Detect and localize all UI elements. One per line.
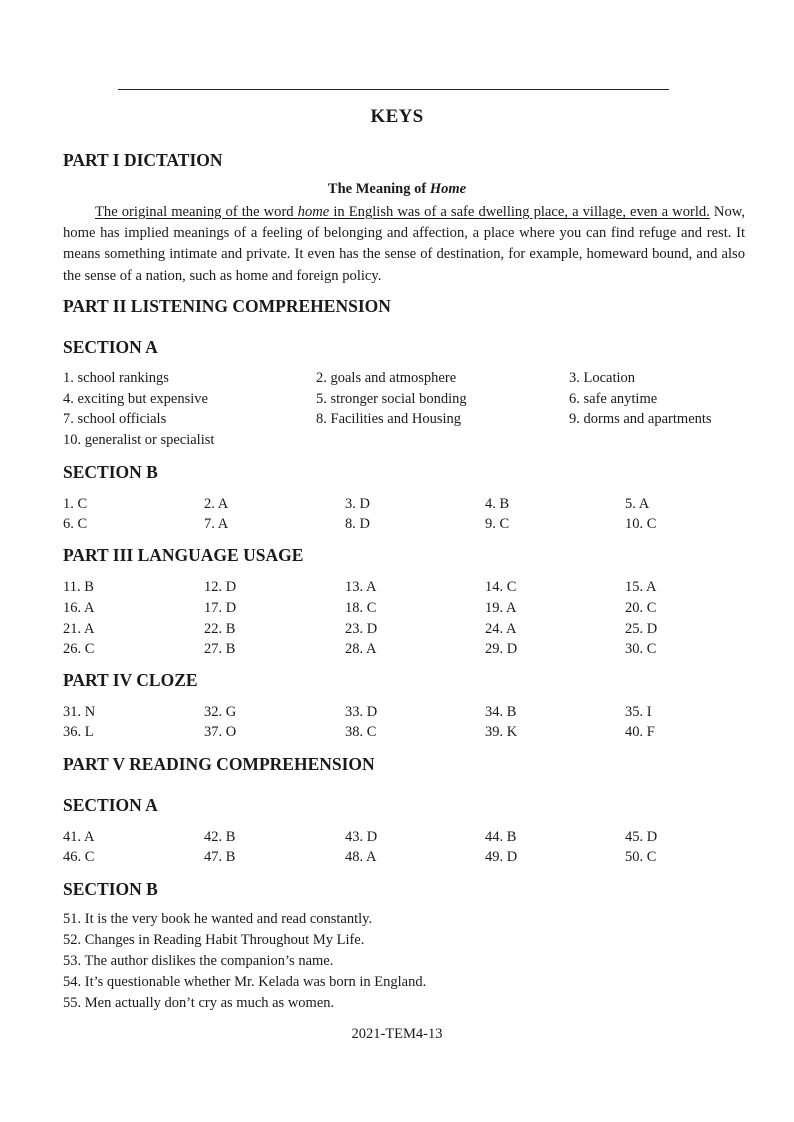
answer-cell: 15. A [625,579,657,595]
answer-cell: 10. generalist or specialist [63,432,215,448]
short-answer-line: 55. Men actually don’t cry as much as women. [63,995,335,1011]
answer-cell: 9. dorms and apartments [569,411,712,427]
dictation-passage [63,202,745,287]
answer-cell: 5. stronger social bonding [316,391,467,407]
answer-row [0,370,794,391]
answer-cell: 25. D [625,621,658,637]
answer-row [0,724,794,745]
answer-cell: 14. C [485,579,517,595]
answer-cell: 37. O [204,724,237,740]
answer-row [0,829,794,850]
passage-underlined-2: in English was of a safe dwelling place, a village, even a world. [329,204,710,220]
answer-cell: 5. A [625,496,650,512]
answer-cell: 50. C [625,849,657,865]
answer-cell: 6. safe anytime [569,391,658,407]
top-rule [118,89,669,90]
answer-cell: 11. B [63,579,94,595]
answer-cell: 48. A [345,849,377,865]
answer-cell: 44. B [485,829,517,845]
answer-cell: 39. K [485,724,518,740]
answer-cell: 4. exciting but expensive [63,391,208,407]
answer-row [0,641,794,662]
short-answer-line: 54. It’s questionable whether Mr. Kelada was born in England. [63,974,427,990]
answer-cell: 10. C [625,516,657,532]
answer-cell: 45. D [625,829,658,845]
answer-row [0,391,794,412]
part2-section-b-heading: SECTION B [63,462,158,482]
answer-cell: 41. A [63,829,95,845]
part2-section-a-heading: SECTION A [63,337,158,357]
answer-cell: 46. C [63,849,95,865]
answer-cell: 31. N [63,704,96,720]
answer-cell: 36. L [63,724,94,740]
answer-cell: 13. A [345,579,377,595]
answer-row [0,516,794,537]
part3-heading: PART III LANGUAGE USAGE [63,545,304,565]
answer-cell: 9. C [485,516,510,532]
answer-cell: 16. A [63,600,95,616]
passage-title-em: Home [429,181,467,197]
answer-row [0,579,794,600]
answer-cell: 2. goals and atmosphere [316,370,457,386]
answer-cell: 35. I [625,704,652,720]
short-answer-line: 53. The author dislikes the companion’s name. [63,953,334,969]
answer-cell: 30. C [625,641,657,657]
answer-cell: 29. D [485,641,518,657]
short-answer-line: 51. It is the very book he wanted and read constantly. [63,911,373,927]
answer-cell: 26. C [63,641,95,657]
answer-cell: 3. D [345,496,370,512]
answer-cell: 19. A [485,600,517,616]
answer-cell: 40. F [625,724,655,740]
answer-cell: 49. D [485,849,518,865]
answer-row [0,411,794,432]
answer-cell: 42. B [204,829,236,845]
answer-cell: 1. C [63,496,88,512]
answer-cell: 43. D [345,829,378,845]
passage-title [0,181,794,198]
answer-row [0,621,794,642]
short-answer-line: 52. Changes in Reading Habit Throughout My Life. [63,932,365,948]
part2-heading: PART II LISTENING COMPREHENSION [63,296,391,316]
answer-cell: 24. A [485,621,517,637]
answer-cell: 12. D [204,579,237,595]
answer-cell: 21. A [63,621,95,637]
answer-cell: 34. B [485,704,517,720]
answer-cell: 8. Facilities and Housing [316,411,461,427]
answer-row [0,496,794,517]
answer-cell: 33. D [345,704,378,720]
answer-cell: 22. B [204,621,236,637]
passage-rest: Now, home has implied meanings of a feeling of belonging and affection, a place where you can find refuge and rest. It means something intimate and private. It even has the sense of destination, for example, homeward bound, and also the sense of a nation, such as home and foreign policy. [63,204,745,284]
part5-section-b-heading: SECTION B [63,879,158,899]
part1-heading: PART I DICTATION [63,150,223,170]
passage-title-prefix: The Meaning of [327,181,430,197]
part5-section-a-heading: SECTION A [63,795,158,815]
answer-cell: 1. school rankings [63,370,169,386]
answer-cell: 2. A [204,496,229,512]
answer-cell: 38. C [345,724,377,740]
answer-cell: 7. A [204,516,229,532]
page-title: KEYS [370,106,424,127]
answer-cell: 17. D [204,600,237,616]
part5-heading: PART V READING COMPREHENSION [63,754,375,774]
answer-cell: 3. Location [569,370,636,386]
part4-heading: PART IV CLOZE [63,670,198,690]
answer-cell: 18. C [345,600,377,616]
page-footer: 2021-TEM4-13 [351,1026,443,1042]
passage-underlined-1: The original meaning of the word [95,204,298,220]
answer-cell: 4. B [485,496,510,512]
answer-cell: 47. B [204,849,236,865]
answer-cell: 27. B [204,641,236,657]
answer-row [0,600,794,621]
answer-cell: 6. C [63,516,88,532]
answer-row [0,432,794,453]
answer-row [0,704,794,725]
answer-row [0,849,794,870]
answer-cell: 23. D [345,621,378,637]
answer-cell: 28. A [345,641,377,657]
answer-cell: 20. C [625,600,657,616]
answer-cell: 8. D [345,516,370,532]
answer-cell: 7. school officials [63,411,167,427]
passage-underlined-em: home [297,204,330,220]
answer-cell: 32. G [204,704,237,720]
